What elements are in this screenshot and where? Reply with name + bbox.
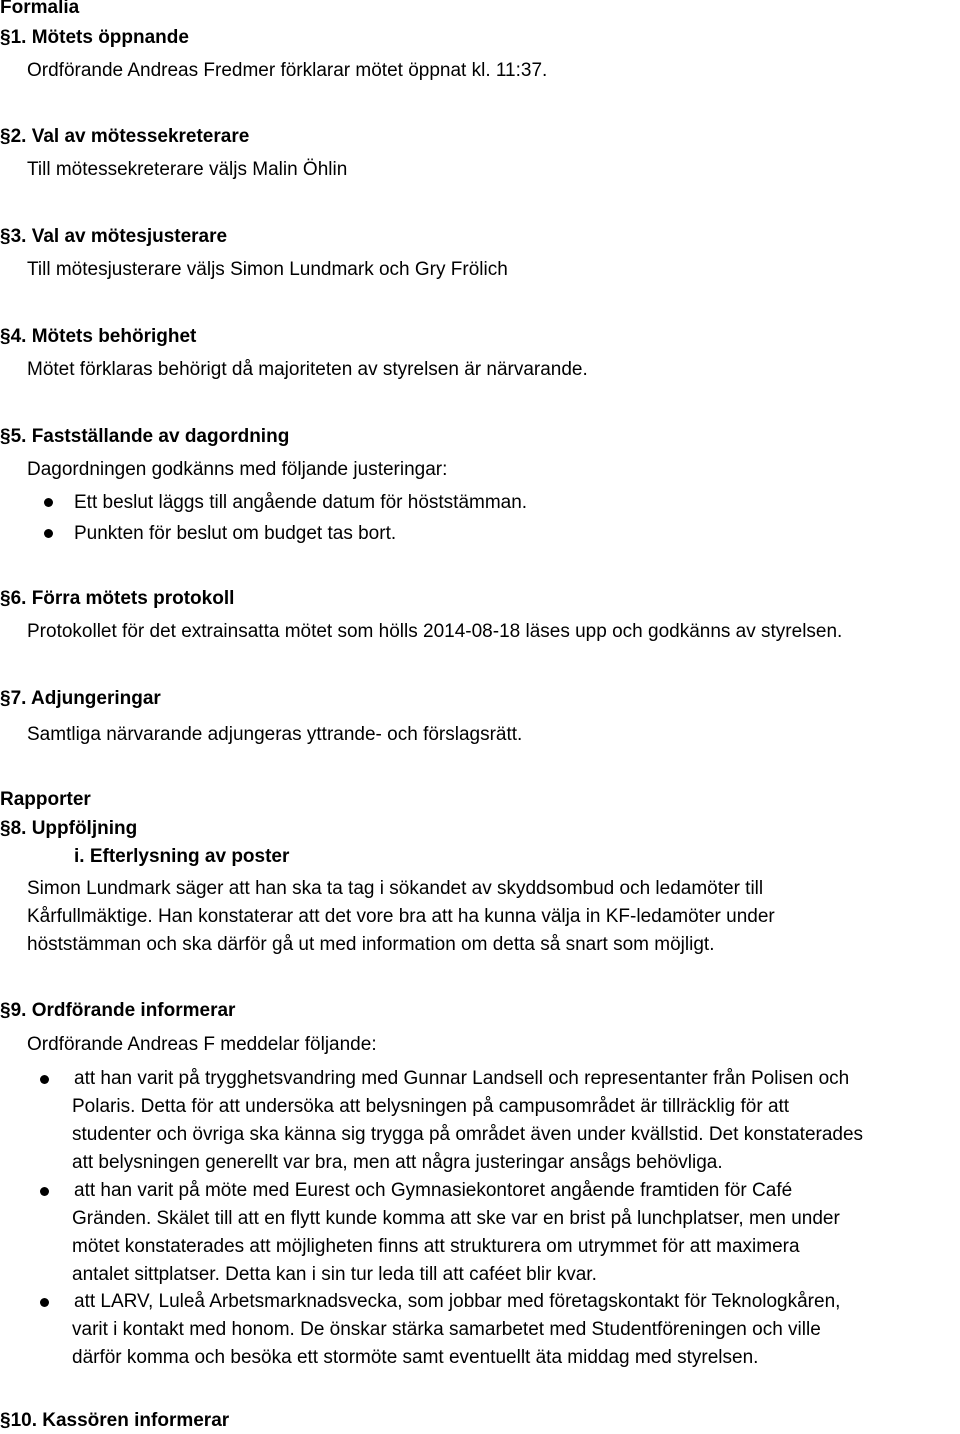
section-6-heading: §6. Förra mötets protokoll [0, 588, 235, 609]
section-8-heading: §8. Uppföljning [0, 818, 138, 839]
section-7-heading: §7. Adjungeringar [0, 688, 161, 709]
section-9-list-item-line: studenter och övriga ska känna sig trygga på området även under kvällstid. Det konstaterades [72, 1124, 864, 1145]
section-title-rapporter: Rapporter [0, 789, 91, 810]
section-4-body: Mötet förklaras behörigt då majoriteten av styrelsen är närvarande. [27, 359, 588, 380]
bullet-icon [44, 529, 53, 538]
section-9-list-item-line: att han varit på möte med Eurest och Gymnasiekontoret angående framtiden för Café [74, 1180, 793, 1201]
section-1-body: Ordförande Andreas Fredmer förklarar mötet öppnat kl. 11:37. [27, 60, 548, 81]
section-8-body-line: Simon Lundmark säger att han ska ta tag i sökandet av skyddsombud och ledamöter till [27, 878, 764, 899]
section-9-list-item-line: Polaris. Detta för att undersöka att belysningen på campusområdet är tillräcklig för att [72, 1096, 790, 1117]
section-7-body: Samtliga närvarande adjungeras yttrande- och förslagsrätt. [27, 724, 523, 745]
section-9-list-item-line: antalet sittplatser. Detta kan i sin tur leda till att caféet blir kvar. [72, 1264, 597, 1285]
section-9-list-item-line: att LARV, Luleå Arbetsmarknadsvecka, som jobbar med företagskontakt för Teknologkåren, [74, 1291, 841, 1312]
section-5-list-item: Punkten för beslut om budget tas bort. [74, 523, 397, 544]
section-5-list-item: Ett beslut läggs till angående datum för höststämman. [74, 492, 528, 513]
section-3-body: Till mötesjusterare väljs Simon Lundmark och Gry Frölich [27, 259, 508, 280]
section-5-heading: §5. Fastställande av dagordning [0, 426, 290, 447]
section-2-heading: §2. Val av mötessekreterare [0, 126, 250, 147]
bullet-icon [40, 1187, 49, 1196]
section-1-heading: §1. Mötets öppnande [0, 27, 189, 48]
section-9-heading: §9. Ordförande informerar [0, 1000, 236, 1021]
section-title-formalia: Formalia [0, 0, 80, 18]
section-8-body-line: höststämman och ska därför gå ut med information om detta så snart som möjligt. [27, 934, 715, 955]
section-5-body: Dagordningen godkänns med följande justeringar: [27, 459, 448, 480]
section-6-body: Protokollet för det extrainsatta mötet som hölls 2014-08-18 läses upp och godkänns av styrelsen. [27, 621, 843, 642]
section-9-body: Ordförande Andreas F meddelar följande: [27, 1034, 377, 1055]
section-8-body-line: Kårfullmäktige. Han konstaterar att det vore bra att ha kunna välja in KF-ledamöter under [27, 906, 775, 927]
section-2-body: Till mötessekreterare väljs Malin Öhlin [27, 159, 348, 180]
section-3-heading: §3. Val av mötesjusterare [0, 226, 228, 247]
section-9-list-item-line: att belysningen generellt var bra, men att några justeringar ansågs behövliga. [72, 1152, 723, 1173]
section-9-list-item-line: mötet konstaterades att möjligheten finns att strukturera om utrymmet för att maximera [72, 1236, 800, 1257]
bullet-icon [40, 1298, 49, 1307]
section-8-subheading: i. Efterlysning av poster [74, 846, 290, 867]
section-4-heading: §4. Mötets behörighet [0, 326, 197, 347]
section-9-list-item-line: Gränden. Skälet till att en flytt kunde komma att ske var en brist på lunchplatser, men under [72, 1208, 840, 1229]
section-10-heading: §10. Kassören informerar [0, 1410, 230, 1431]
bullet-icon [44, 498, 53, 507]
section-9-list-item-line: därför komma och besöka ett stormöte samt eventuellt äta middag med styrelsen. [72, 1347, 759, 1368]
section-9-list-item-line: att han varit på trygghetsvandring med Gunnar Landsell och representanter från Polisen och [74, 1068, 850, 1089]
section-9-list-item-line: varit i kontakt med honom. De önskar stärka samarbetet med Studentföreningen och ville [72, 1319, 821, 1340]
bullet-icon [40, 1075, 49, 1084]
